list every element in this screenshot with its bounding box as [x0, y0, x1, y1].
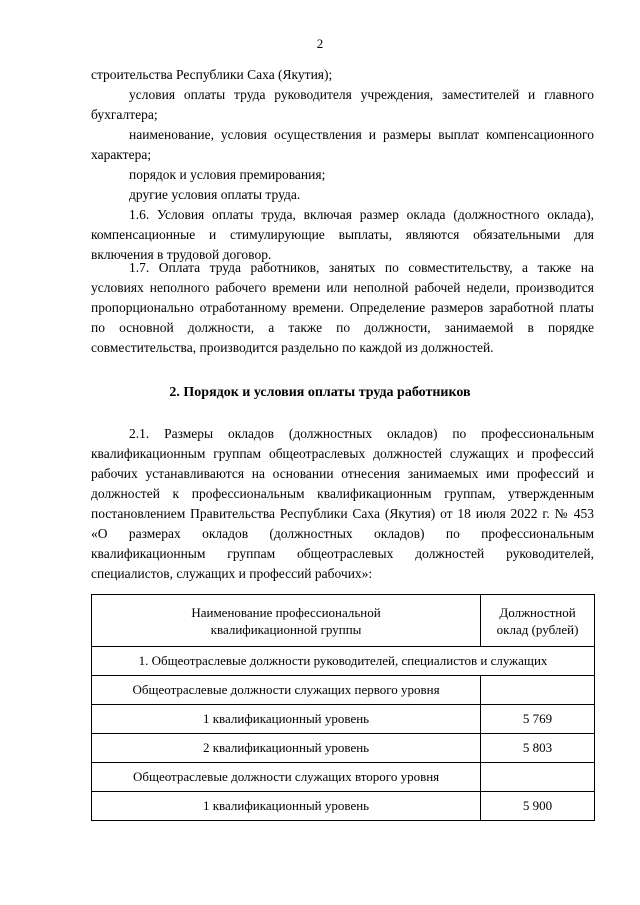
paragraph: другие условия оплаты труда. — [129, 187, 301, 202]
table-row — [92, 734, 595, 763]
salary-cell — [481, 763, 595, 792]
group-name-cell: 1 квалификационный уровень — [92, 792, 481, 821]
table-row — [92, 705, 595, 734]
header-group-name: Наименование профессиональной квалификационной группы — [92, 595, 481, 647]
header-salary: Должностной оклад (рублей) — [481, 595, 595, 647]
text-block-1-7 — [91, 258, 594, 358]
group-name-cell: Общеотраслевые должности служащих первого уровня — [92, 676, 481, 705]
table-row — [92, 763, 595, 792]
salary-table — [91, 594, 595, 821]
salary-cell: 5 769 — [481, 705, 595, 734]
paragraph-2-1: 2.1. Размеры окладов (должностных окладов) по профессиональным квалификационным группам общеотраслевых должностей служащих и профессий рабочих устанавливаются на основании отнесения занимаемых ими профессий и должностей к профессиональным квалификационным группам, утвержденным постановлением Правительства Республики Саха (Якутия) от 18 июля 2022 г. № 453 «О размерах окладов (должностных окладов) по профессиональным квалификационным группам общеотраслевых должностей руководителей, специалистов, служащих и профессий рабочих»: — [91, 426, 594, 581]
salary-cell: 5 900 — [481, 792, 595, 821]
table-header-row — [92, 595, 595, 647]
table-row — [92, 676, 595, 705]
table-section-row — [92, 647, 595, 676]
group-name-cell: 2 квалификационный уровень — [92, 734, 481, 763]
salary-cell: 5 803 — [481, 734, 595, 763]
text-block-top — [91, 65, 594, 265]
group-name-cell: Общеотраслевые должности служащих второго уровня — [92, 763, 481, 792]
paragraph: наименование, условия осуществления и размеры выплат компенсационного характера; — [91, 127, 594, 162]
section-cell: 1. Общеотраслевые должности руководителей, специалистов и служащих — [92, 647, 595, 676]
section-heading: 2. Порядок и условия оплаты труда работников — [169, 385, 471, 400]
table-row — [92, 792, 595, 821]
paragraph: порядок и условия премирования; — [129, 167, 326, 182]
paragraph: строительства Республики Саха (Якутия); — [91, 67, 333, 82]
paragraph-1-7: 1.7. Оплата труда работников, занятых по совместительству, а также на условиях неполного рабочего времени или неполной рабочей недели, производится пропорционально отработанному времени. Определение размеров заработной платы по основной должности, а также по должности, занимаемой в порядке совместительства, производится раздельно по каждой из должностей. — [91, 260, 594, 355]
salary-cell — [481, 676, 595, 705]
group-name-cell: 1 квалификационный уровень — [92, 705, 481, 734]
paragraph: условия оплаты труда руководителя учреждения, заместителей и главного бухгалтера; — [91, 87, 594, 122]
paragraph-1-6: 1.6. Условия оплаты труда, включая размер оклада (должностного оклада), компенсационные и стимулирующие выплаты, являются обязательными для включения в трудовой договор. — [91, 207, 594, 262]
page-number: 2 — [316, 36, 324, 51]
text-block-2-1 — [91, 424, 594, 584]
